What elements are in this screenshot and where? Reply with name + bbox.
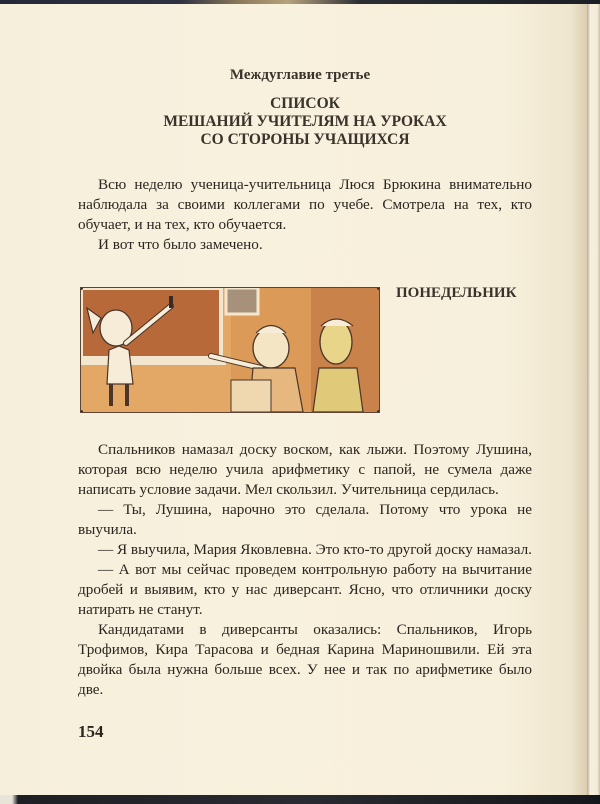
intro-text xyxy=(78,175,532,255)
title-line-3: СО СТОРОНЫ УЧАЩИХСЯ xyxy=(200,131,410,148)
dialogue-line: — А вот мы сейчас проведем контрольную работу на вычитание дробей и выявим, кто у нас диверсант. Ясно, что отличники доску натирать не станут. xyxy=(78,561,532,618)
title-line-1: СПИСОК xyxy=(270,95,340,112)
corner-dot xyxy=(80,410,83,413)
classroom-drawing xyxy=(81,288,379,412)
book-bottom-edge xyxy=(0,795,600,804)
title-line-2: МЕШАНИЙ УЧИТЕЛЯМ НА УРОКАХ xyxy=(163,113,447,130)
intro-paragraph: И вот что было замечено. xyxy=(98,236,263,253)
classroom-illustration xyxy=(80,287,380,413)
chapter-title xyxy=(0,95,600,149)
corner-dot xyxy=(377,410,380,413)
page-number: 154 xyxy=(78,722,104,741)
body-paragraph: Спальников намазал доску воском, как лыжи. Поэтому Лушина, которая всю неделю учила арифметику с папой, не сумела даже написать условие задачи. Мел скользил. Учительница сердилась. xyxy=(78,441,532,498)
chapter-label: Междуглавие третье xyxy=(229,67,371,83)
body-text xyxy=(78,440,532,700)
corner-dot xyxy=(377,287,380,290)
intro-paragraph: Всю неделю ученица-учительница Люся Брюкина внимательно наблюдала за своими коллегами по учебе. Смотрела на тех, кто обучает, и на тех, кто обучается. xyxy=(78,176,532,233)
weekday-heading: ПОНЕДЕЛЬНИК xyxy=(396,285,517,301)
body-paragraph: Кандидатами в диверсанты оказались: Спальников, Игорь Трофимов, Кира Тарасова и бедная Карина Мариношвили. Ей эта двойка была нужна больше всех. У нее и так по арифметике было две. xyxy=(78,621,532,698)
dialogue-line: — Ты, Лушина, нарочно это сделала. Потому что урока не выучила. xyxy=(78,501,532,538)
dialogue-line: — Я выучила, Мария Яковлевна. Это кто-то другой доску намазал. xyxy=(98,541,532,558)
